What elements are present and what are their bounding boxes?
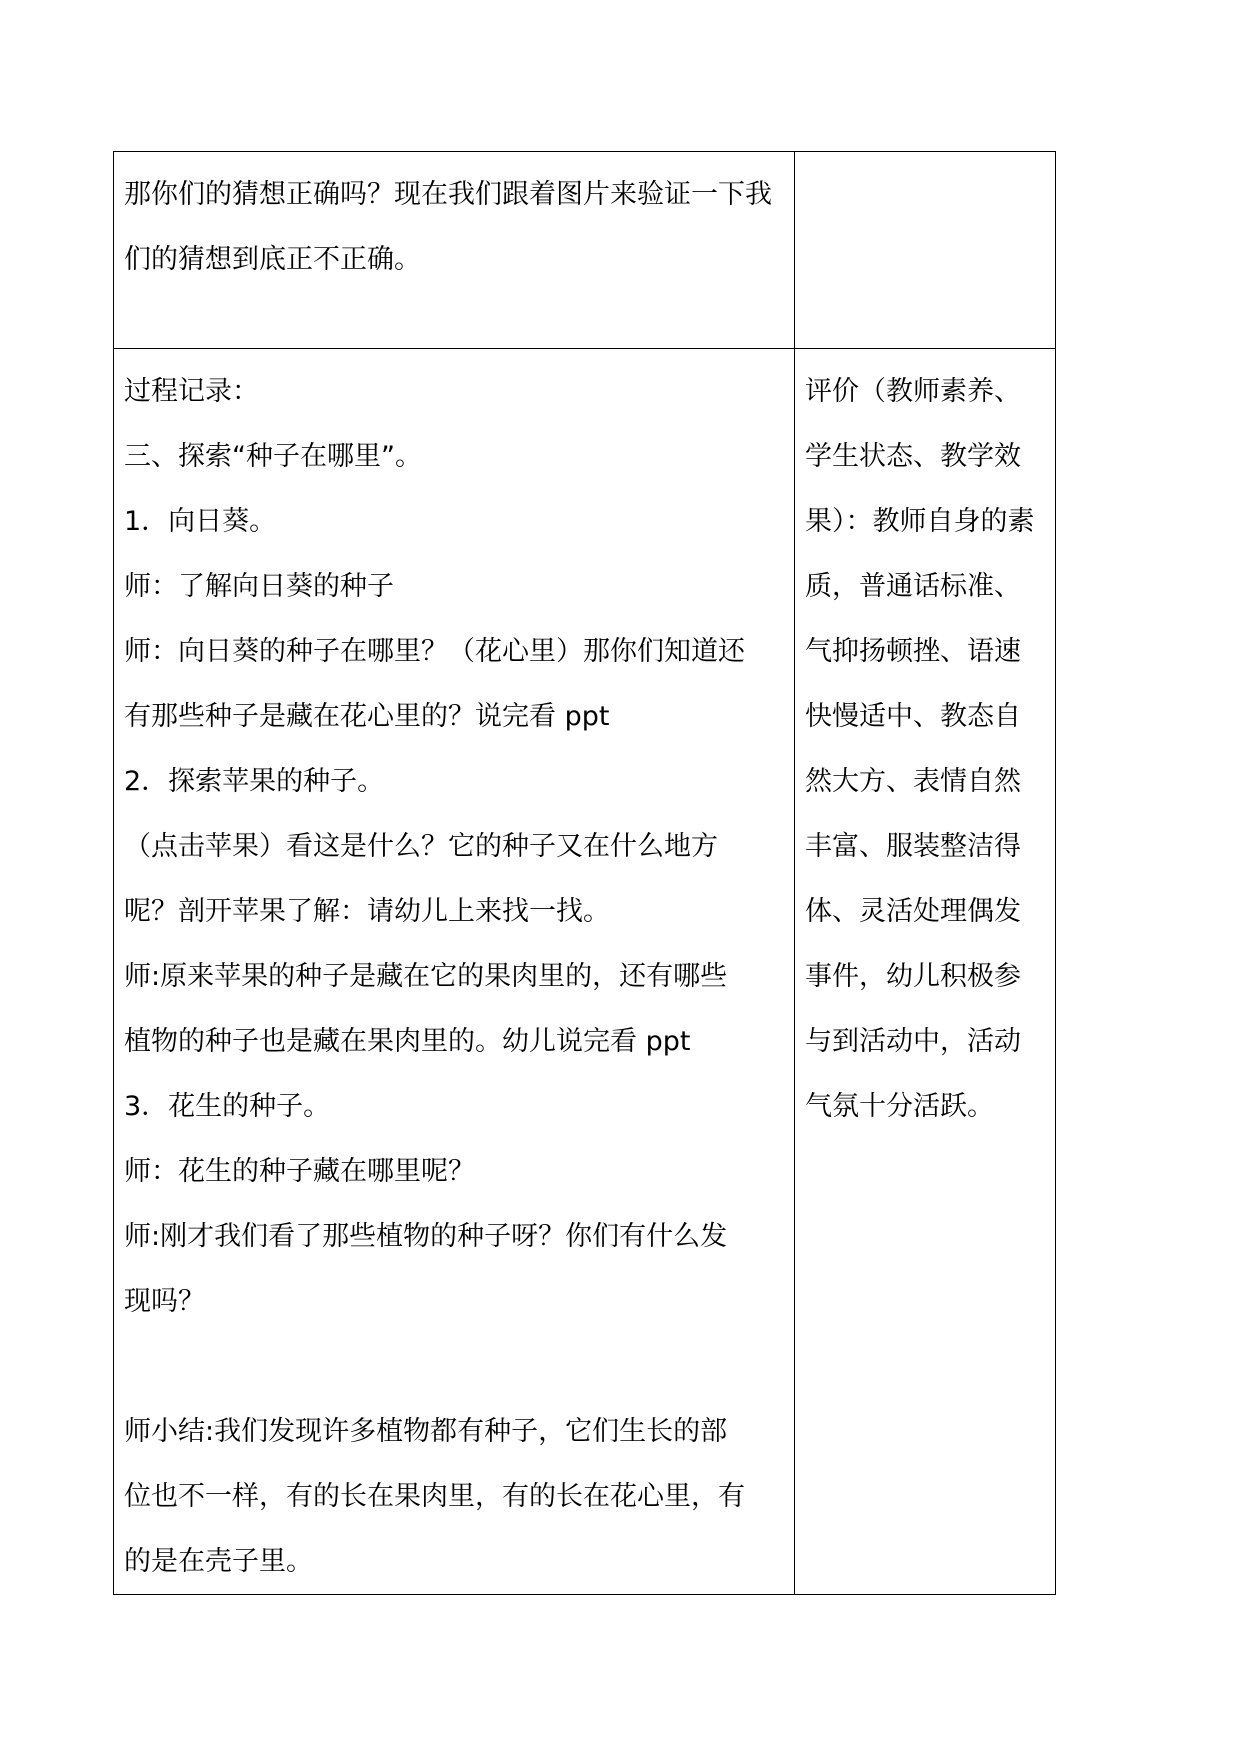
text-line: 师：向日葵的种子在哪里？（花心里）那你们知道还 (124, 636, 745, 667)
lesson-record-table (113, 151, 1056, 1595)
text-line: 师：了解向日葵的种子 (124, 571, 394, 602)
text-line: 三、探索“种子在哪里”。 (124, 441, 422, 472)
table-row (114, 349, 1056, 1595)
paragraph-text: 那你们的猜想正确吗？现在我们跟着图片来验证一下我们的猜想到底正不正确。 (124, 179, 772, 275)
right-cell (795, 152, 1056, 349)
text-line: 师:刚才我们看了那些植物的种子呀？你们有什么发 (124, 1221, 728, 1252)
text-line: 2．探索苹果的种子。 (124, 766, 385, 797)
text-line: 师：花生的种子藏在哪里呢？ (124, 1156, 475, 1187)
evaluation-text: 评价（教师素养、学生状态、教学效果）：教师自身的素质，普通话标准、气抑扬顿挫、语速快慢适中、教态自然大方、表情自然丰富、服装整洁得体、灵活处理偶发事件，幼儿积极参与到活动中，活动气氛十分活跃。 (805, 376, 1035, 1122)
text-line: 有那些种子是藏在花心里的？说完看 ppt (124, 701, 610, 732)
text-line: 的是在壳子里。 (124, 1546, 313, 1577)
text-line: 位也不一样，有的长在果肉里，有的长在花心里，有 (124, 1481, 745, 1512)
text-line: 3．花生的种子。 (124, 1091, 331, 1122)
process-record-cell (114, 349, 795, 1595)
evaluation-cell (795, 349, 1056, 1595)
left-cell (114, 152, 795, 349)
text-line: 1．向日葵。 (124, 506, 277, 537)
text-line: 师:原来苹果的种子是藏在它的果肉里的，还有哪些 (124, 961, 728, 992)
text-line: 植物的种子也是藏在果肉里的。幼儿说完看 ppt (124, 1026, 691, 1057)
text-line: 呢？剖开苹果了解：请幼儿上来找一找。 (124, 896, 610, 927)
text-line: 过程记录： (124, 376, 259, 407)
table-row (114, 152, 1056, 349)
text-line: （点击苹果）看这是什么？它的种子又在什么地方 (124, 831, 718, 862)
text-line: 现吗？ (124, 1286, 205, 1317)
text-line: 师小结:我们发现许多植物都有种子，它们生长的部 (124, 1416, 728, 1447)
blank-line (124, 1334, 784, 1399)
